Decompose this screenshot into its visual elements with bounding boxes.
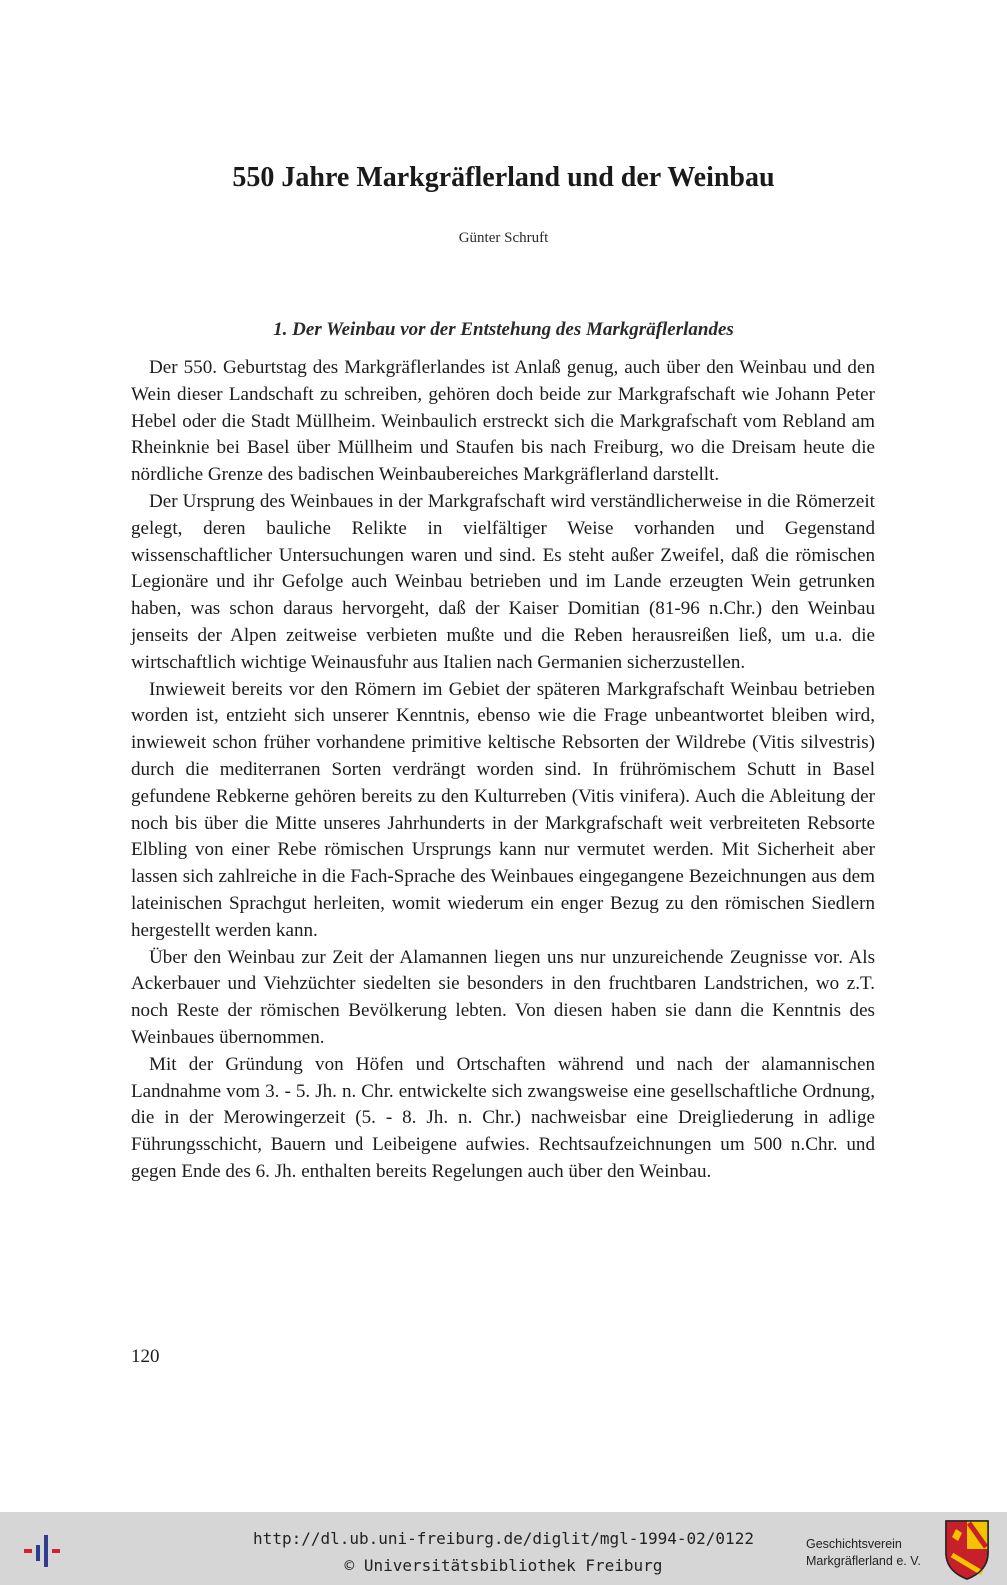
footer-org-line: Geschichtsverein — [806, 1537, 902, 1551]
paragraph: Der 550. Geburtstag des Markgräflerlandes ist Anlaß genug, auch über den Weinbau und den Wein dieser Landschaft zu schreiben, gehören doch beide zur Markgrafschaft wie Johann Peter Hebel oder die Stadt Müllheim. Weinbaulich erstreckt sich die Markgrafschaft vom Rebland am Rheinknie bei Basel über Müllheim und Staufen bis nach Freiburg, wo die Dreisam heute die nördliche Grenze des badischen Weinbaubereiches Markgräflerland darstellt. — [131, 357, 875, 486]
author-name: Günter Schruft — [458, 230, 549, 246]
section-heading: 1. Der Weinbau vor der Entstehung des Markgräflerlandes — [273, 318, 734, 340]
markgraeflerland-coat-of-arms-icon — [944, 1519, 990, 1581]
footer-url-link[interactable]: http://dl.ub.uni-freiburg.de/diglit/mgl-1994-02/0122 — [253, 1529, 754, 1548]
footer-copyright: © Universitätsbibliothek Freiburg — [344, 1556, 663, 1575]
body-text — [131, 355, 875, 1186]
paragraph: Mit der Gründung von Höfen und Ortschaften während und nach der alamannischen Landnahme vom 3. - 5. Jh. n. Chr. entwickelte sich zwangsweise eine gesellschaftliche Ordnung, die in der Merowingerzeit (5. - 8. Jh. n. Chr.) nachweisbar eine Dreigliederung in adlige Führungsschicht, Bauern und Leibeigene aufwies. Rechtsaufzeichnungen um 500 n.Chr. und gegen Ende des 6. Jh. enthalten bereits Regelungen auch über den Weinbau. — [131, 1053, 875, 1182]
page-number: 120 — [131, 1346, 160, 1367]
paragraph: Der Ursprung des Weinbaues in der Markgrafschaft wird verständlicherweise in die Römerzeit gelegt, deren bauliche Relikte in vielfältiger Weise vorhanden und Gegenstand wissenschaftlicher Untersuchungen waren und sind. Es steht außer Zweifel, daß die römischen Legionäre und ihr Gefolge auch Weinbau betrieben und im Lande erzeugten Wein getrunken haben, was schon daraus hervorgeht, daß der Kaiser Domitian (81-96 n.Chr.) den Weinbau jenseits der Alpen zeitweise verbieten mußte und die Reben herausreißen ließ, um u.a. die wirtschaftlich wichtige Weinausfuhr aus Italien nach Germanien sicherzustellen. — [131, 490, 875, 673]
footer-org-line: Markgräflerland e. V. — [806, 1554, 921, 1568]
footer-organization — [806, 1536, 936, 1570]
paragraph: Über den Weinbau zur Zeit der Alamannen liegen uns nur unzureichende Zeugnisse vor. Als Ackerbauer und Viehzüchter siedelten sie besonders in den fruchtbaren Landstrichen, wo z.T. noch Reste der römischen Bevölkerung lebten. Von diesen haben sie dann die Kenntnis des Weinbaues übernommen. — [131, 946, 875, 1048]
page-title: 550 Jahre Markgräflerland und der Weinbau — [232, 161, 775, 193]
paragraph: Inwieweit bereits vor den Römern im Gebiet der späteren Markgrafschaft Weinbau betrieben worden ist, entzieht sich unserer Kenntnis, ebenso wie die Frage unbeantwortet bleiben wird, inwieweit schon früher vorhandene primitive keltische Rebsorten der Wildrebe (Vitis silvestris) durch die mediterranen Sorten verdrängt worden sind. In frührömischem Schutt in Basel gefundene Rebkerne gehören bereits zu den Kulturreben (Vitis vinifera). Auch die Ableitung der noch bis über die Mitte unseres Jahrhunderts in der Markgrafschaft weit verbreiteten Rebsorte Elbling von einer Rebe römischen Ursprungs kann nur vermutet werden. Mit Sicherheit aber lassen sich zahlreiche in die Fach-Sprache des Weinbaues eingegangene Bezeichnungen aus dem lateinischen Sprachgut herleiten, womit wiederum ein enger Bezug zu den römischen Siedlern hergestellt werden kann. — [131, 678, 875, 941]
